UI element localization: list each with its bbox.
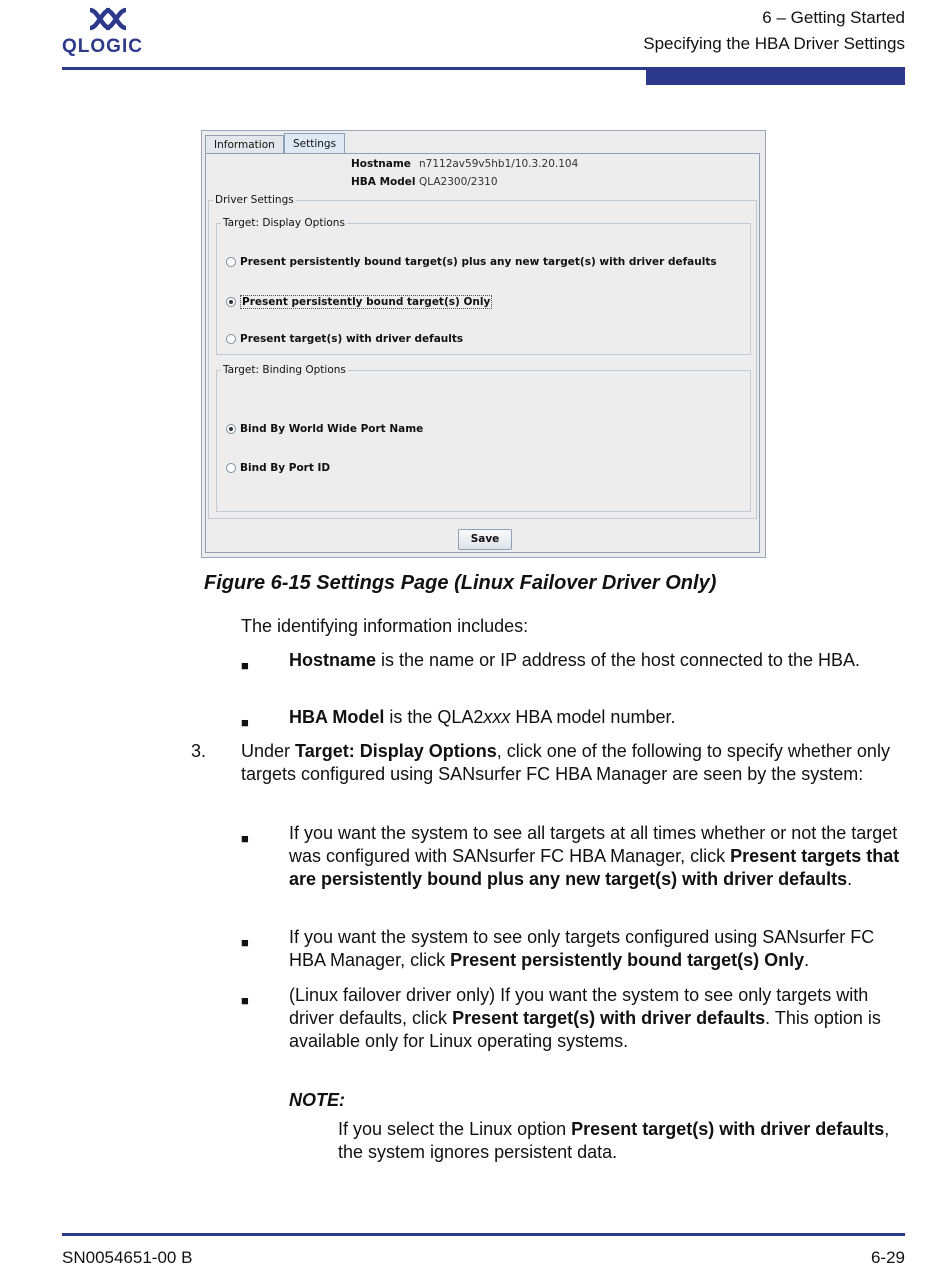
radio-label: Bind By Port ID xyxy=(240,462,331,474)
bullet-hostname: Hostname is the name or IP address of the host connected to the HBA. xyxy=(289,650,860,670)
radio-bind-port-id[interactable] xyxy=(226,462,330,474)
intro-text: The identifying information includes: xyxy=(241,616,529,636)
radio-label: Present persistently bound target(s) Only xyxy=(242,296,491,308)
radio-button-selected-icon xyxy=(226,297,236,307)
bullet-linux-failover: (Linux failover driver only) If you want the system to see only targets with driver defaults, click Present target(s) with driver defaults. This option is available only for Linux operating systems. xyxy=(289,985,881,1051)
logo-text: QLOGIC xyxy=(62,36,143,57)
step-number: 3. xyxy=(191,741,207,761)
footer-page-number: 6-29 xyxy=(870,1248,905,1267)
step-text: Under Target: Display Options, click one of the following to specify whether only targets configured using SANsurfer FC HBA Manager are seen by the system: xyxy=(241,741,890,784)
settings-panel xyxy=(205,153,760,553)
note-text: If you select the Linux option Present target(s) with driver defaults, the system ignores persistent data. xyxy=(338,1119,890,1162)
bullet-icon: ■ xyxy=(241,831,249,846)
bullet-icon: ■ xyxy=(241,658,249,673)
hba-model-label: HBA Model xyxy=(351,176,416,188)
bullet-present-bound-only: If you want the system to see only targets configured using SANsurfer FC HBA Manager, click Present persistently bound target(s) Only. xyxy=(289,927,875,970)
tab-settings[interactable]: Settings xyxy=(284,133,345,154)
hba-model-value: QLA2300/2310 xyxy=(419,176,498,188)
settings-dialog xyxy=(201,130,766,558)
tab-information[interactable]: Information xyxy=(205,135,284,154)
header-chapter: 6 – Getting Started xyxy=(762,8,905,27)
radio-label: Bind By World Wide Port Name xyxy=(240,423,424,435)
radio-button-icon xyxy=(226,257,236,267)
save-button[interactable]: Save xyxy=(458,529,512,550)
figure-caption: Figure 6-15 Settings Page (Linux Failover Driver Only) xyxy=(204,572,717,594)
hostname-label: Hostname xyxy=(351,158,411,170)
bullet-icon: ■ xyxy=(241,993,249,1008)
binding-options-legend: Target: Binding Options xyxy=(223,364,346,376)
radio-present-bound-plus-new[interactable] xyxy=(226,256,717,268)
radio-present-bound-only[interactable] xyxy=(226,295,492,309)
bullet-present-all: If you want the system to see all targets at all times whether or not the target was configured with SANsurfer FC HBA Manager, click Present targets that are persistently bound plus any new target(s) with driver defaults. xyxy=(289,823,900,889)
footer-doc-number: SN0054651-00 B xyxy=(62,1248,193,1267)
radio-label: Present persistently bound target(s) plus any new target(s) with driver defaults xyxy=(240,256,717,268)
note-title: NOTE: xyxy=(289,1090,345,1110)
hostname-value: n7112av59v5hb1/10.3.20.104 xyxy=(419,158,579,170)
binding-options-group xyxy=(216,364,751,512)
radio-button-selected-icon xyxy=(226,424,236,434)
header-section: Specifying the HBA Driver Settings xyxy=(643,34,905,53)
footer-rule xyxy=(62,1233,905,1236)
bullet-hba-model: HBA Model is the QLA2xxx HBA model number. xyxy=(289,707,676,727)
radio-label: Present target(s) with driver defaults xyxy=(240,333,464,345)
header-accent-block xyxy=(646,70,905,85)
display-options-legend: Target: Display Options xyxy=(223,217,345,229)
radio-present-driver-defaults[interactable] xyxy=(226,333,463,345)
driver-settings-legend: Driver Settings xyxy=(215,194,294,206)
bullet-icon: ■ xyxy=(241,935,249,950)
radio-button-icon xyxy=(226,463,236,473)
radio-button-icon xyxy=(226,334,236,344)
bullet-icon: ■ xyxy=(241,715,249,730)
radio-bind-wwpn[interactable] xyxy=(226,423,423,435)
